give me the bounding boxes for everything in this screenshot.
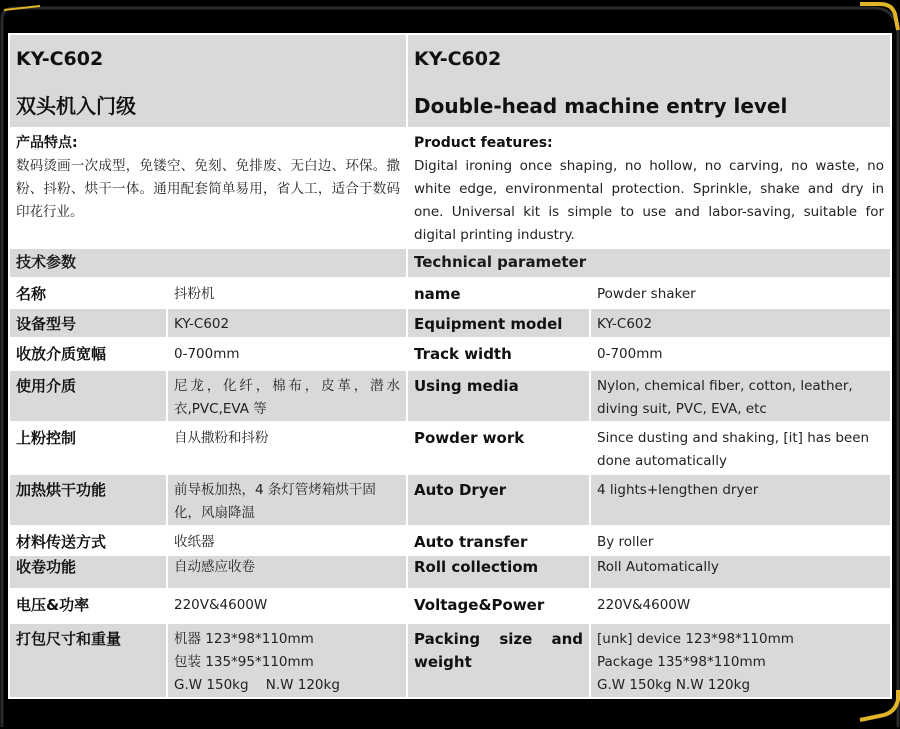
- en-title: Double-head machine entry level: [414, 94, 788, 118]
- spec-row: [9, 555, 891, 589]
- zh-media-label: 使用介质: [9, 370, 167, 422]
- zh-packing-line: 包装 135*95*110mm: [174, 654, 314, 670]
- en-roll-label: Roll collectiom: [407, 555, 590, 589]
- en-model-value: KY-C602: [590, 308, 891, 338]
- zh-transfer-label: 材料传送方式: [9, 526, 167, 555]
- en-media-label: Using media: [407, 370, 590, 422]
- en-packing-label: Packing size and weight: [407, 623, 590, 698]
- spec-row: [9, 526, 891, 555]
- spec-row: [9, 589, 891, 623]
- en-features-cell: [407, 128, 891, 248]
- en-width-label: Track width: [407, 338, 590, 370]
- zh-model: KY-C602: [16, 48, 104, 70]
- en-model: KY-C602: [414, 48, 502, 70]
- spec-row: [9, 422, 891, 474]
- en-packing-line: Package 135*98*110mm: [597, 654, 766, 670]
- en-width-value: 0-700mm: [590, 338, 891, 370]
- en-packing-value: [590, 623, 891, 698]
- en-features-text: Digital ironing once shaping, no hollow, no carving, no waste, no white edge, environmental protection. Sprinkle, shake and dry in one. Universal kit is simple to use and labor-saving, suitable for digital printing industry.: [414, 158, 885, 243]
- zh-transfer-value: 收纸器: [167, 526, 407, 555]
- zh-name-label: 名称: [9, 278, 167, 308]
- en-header-cell: [407, 34, 891, 128]
- en-voltage-value: 220V&4600W: [590, 589, 891, 623]
- zh-features-text: 数码烫画一次成型，免镂空、免刻、免排废、无白边、环保。撒粉、抖粉、烘干一体。通用配套简单易用，省人工，适合于数码印花行业。: [16, 158, 400, 220]
- zh-voltage-label: 电压&功率: [9, 589, 167, 623]
- spec-row: [9, 474, 891, 526]
- zh-width-label: 收放介质宽幅: [9, 338, 167, 370]
- zh-model-value: KY-C602: [167, 308, 407, 338]
- zh-header-cell: [9, 34, 407, 128]
- spec-row: [9, 370, 891, 422]
- spec-table: [8, 33, 892, 699]
- en-media-value: Nylon, chemical fiber, cotton, leather, diving suit, PVC, EVA, etc: [590, 370, 891, 422]
- zh-name-value: 抖粉机: [167, 278, 407, 308]
- en-voltage-label: Voltage&Power: [407, 589, 590, 623]
- zh-dryer-label: 加热烘干功能: [9, 474, 167, 526]
- en-transfer-label: Auto transfer: [407, 526, 590, 555]
- zh-roll-value: 自动感应收卷: [167, 555, 407, 589]
- en-powder-value: Since dusting and shaking, [it] has been done automatically: [590, 422, 891, 474]
- en-powder-label: Powder work: [407, 422, 590, 474]
- zh-voltage-value: 220V&4600W: [167, 589, 407, 623]
- zh-packing-label: 打包尺寸和重量: [9, 623, 167, 698]
- tech-header-row: [9, 248, 891, 278]
- zh-packing-line: 机器 123*98*110mm: [174, 631, 314, 647]
- zh-features-cell: [9, 128, 407, 248]
- zh-tech-label: 技术参数: [9, 248, 407, 278]
- zh-dryer-value: 前导板加热，4 条灯管烤箱烘干固化，风扇降温: [167, 474, 407, 526]
- header-row: [9, 34, 891, 128]
- zh-width-value: 0-700mm: [167, 338, 407, 370]
- en-model-label: Equipment model: [407, 308, 590, 338]
- spec-row: [9, 278, 891, 308]
- zh-powder-label: 上粉控制: [9, 422, 167, 474]
- en-transfer-value: By roller: [590, 526, 891, 555]
- en-packing-line: [unk] device 123*98*110mm: [597, 631, 794, 647]
- zh-features-label: 产品特点:: [16, 135, 78, 151]
- zh-roll-label: 收卷功能: [9, 555, 167, 589]
- zh-packing-line: G.W 150kg N.W 120kg: [174, 677, 340, 693]
- spec-row: [9, 338, 891, 370]
- en-name-value: Powder shaker: [590, 278, 891, 308]
- en-tech-label: Technical parameter: [407, 248, 891, 278]
- spec-row: [9, 308, 891, 338]
- zh-powder-value: 自从撒粉和抖粉: [167, 422, 407, 474]
- zh-media-value: 尼龙，化纤，棉布，皮革，潜水衣,PVC,EVA 等: [167, 370, 407, 422]
- en-packing-line: G.W 150kg N.W 120kg: [597, 677, 751, 693]
- zh-model-label: 设备型号: [9, 308, 167, 338]
- en-dryer-value: 4 lights+lengthen dryer: [590, 474, 891, 526]
- features-row: [9, 128, 891, 248]
- en-name-label: name: [407, 278, 590, 308]
- spec-sheet: [8, 33, 890, 693]
- en-features-label: Product features:: [414, 135, 553, 151]
- zh-title: 双头机入门级: [16, 94, 136, 118]
- spec-row: [9, 623, 891, 698]
- en-roll-value: Roll Automatically: [590, 555, 891, 589]
- zh-packing-value: [167, 623, 407, 698]
- en-dryer-label: Auto Dryer: [407, 474, 590, 526]
